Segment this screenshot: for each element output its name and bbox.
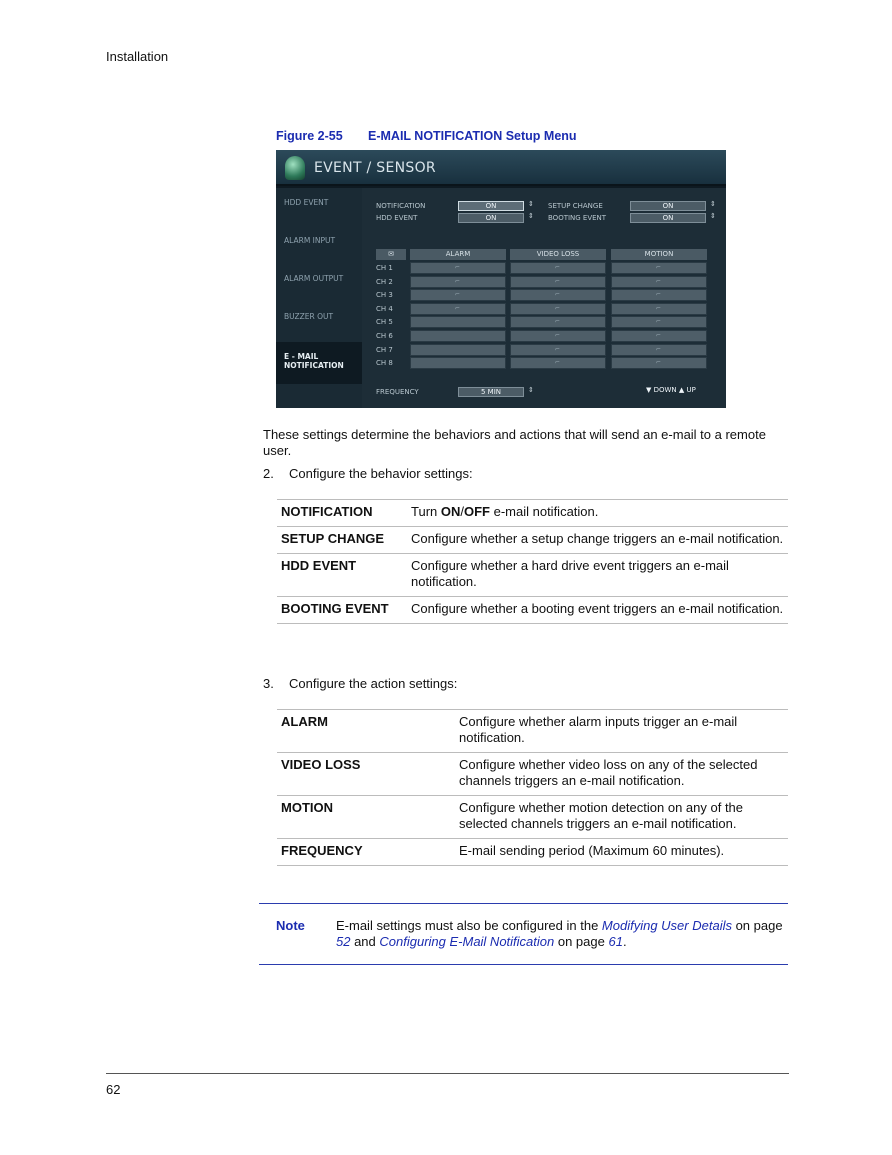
channel-label: CH 4 xyxy=(376,304,393,313)
setting-name: NOTIFICATION xyxy=(277,500,407,527)
channel-cell xyxy=(611,262,707,274)
checkbox-icon: ⌐ xyxy=(555,277,561,285)
table-row xyxy=(277,753,788,796)
sidebar-item-alarm-input: ALARM INPUT xyxy=(284,236,336,245)
updown-arrow-icon: ⇕ xyxy=(528,200,534,208)
channel-cell xyxy=(510,276,606,288)
setting-description: Configure whether alarm inputs trigger an e-mail notification. xyxy=(455,710,788,753)
link-page-52[interactable]: 52 xyxy=(336,934,351,949)
intro-paragraph: These settings determine the behaviors and actions that will send an e-mail to a remote user. xyxy=(263,427,766,458)
dvr-main-panel xyxy=(362,188,726,408)
table-row xyxy=(277,554,788,597)
checkbox-icon: ⌐ xyxy=(656,291,662,299)
checkbox-icon: ⌐ xyxy=(455,304,461,312)
checkbox-icon: ⌐ xyxy=(555,291,561,299)
footer-divider xyxy=(106,1073,789,1074)
checkbox-icon: ⌐ xyxy=(555,304,561,312)
action-settings-table xyxy=(277,709,788,866)
checkbox-icon: ⌐ xyxy=(555,264,561,271)
dvr-sidebar xyxy=(276,188,362,408)
checkbox-icon: ⌐ xyxy=(555,318,561,326)
updown-arrow-icon: ⇕ xyxy=(710,200,716,208)
channel-cell xyxy=(611,289,707,301)
checkbox-icon: ⌐ xyxy=(555,345,561,353)
channel-cell xyxy=(410,303,506,315)
link-configuring-email-notification[interactable]: Configuring E-Mail Notification xyxy=(379,934,555,949)
frequency-label: FREQUENCY xyxy=(376,388,419,396)
table-row xyxy=(277,710,788,753)
dvr-screenshot xyxy=(276,150,726,408)
channel-cell xyxy=(510,289,606,301)
setting-name: MOTION xyxy=(277,796,455,839)
setting-name: SETUP CHANGE xyxy=(277,527,407,554)
step-text: Configure the behavior settings: xyxy=(289,466,473,481)
nav-hint: ▼ DOWN ▲ UP xyxy=(646,386,696,394)
checkbox-icon: ⌐ xyxy=(656,359,662,367)
note-label: Note xyxy=(276,918,305,933)
link-modifying-user-details[interactable]: Modifying User Details xyxy=(601,918,732,933)
mail-icon: ✉ xyxy=(376,249,406,260)
channel-cell xyxy=(611,316,707,328)
channel-cell xyxy=(410,289,506,301)
notification-label: NOTIFICATION xyxy=(376,202,426,210)
channel-cell xyxy=(410,316,506,328)
checkbox-icon: ⌐ xyxy=(555,359,561,367)
setting-description: Turn ON/OFF e-mail notification. xyxy=(407,500,788,527)
sidebar-item-email-notification: E - MAIL NOTIFICATION xyxy=(276,342,362,384)
table-row xyxy=(277,500,788,527)
step-2 xyxy=(263,466,473,481)
updown-arrow-icon: ⇕ xyxy=(528,386,534,394)
checkbox-icon: ⌐ xyxy=(656,332,662,339)
channel-cell xyxy=(410,357,506,369)
setting-name: HDD EVENT xyxy=(277,554,407,597)
channel-cell xyxy=(510,330,606,342)
channel-label: CH 2 xyxy=(376,277,393,286)
channel-cell xyxy=(611,344,707,356)
channel-label: CH 8 xyxy=(376,359,393,368)
step-number: 3. xyxy=(263,676,274,691)
channel-cell xyxy=(611,330,707,342)
table-row xyxy=(277,796,788,839)
checkbox-icon: ⌐ xyxy=(656,304,662,312)
setup-change-label: SETUP CHANGE xyxy=(548,202,603,210)
channel-cell xyxy=(510,303,606,315)
channel-cell xyxy=(510,357,606,369)
setting-description: E-mail sending period (Maximum 60 minutes). xyxy=(455,839,788,866)
checkbox-icon: ⌐ xyxy=(656,345,662,353)
link-page-61[interactable]: 61 xyxy=(608,934,623,949)
setting-description: Configure whether motion detection on any of the selected channels triggers an e-mail notification. xyxy=(455,796,788,839)
setting-description: Configure whether video loss on any of the selected channels triggers an e-mail notification. xyxy=(455,753,788,796)
setting-name: VIDEO LOSS xyxy=(277,753,455,796)
checkbox-icon: ⌐ xyxy=(555,332,561,339)
hdd-event-label: HDD EVENT xyxy=(376,214,418,222)
step-text: Configure the action settings: xyxy=(289,676,458,691)
hdd-event-value: ON xyxy=(458,213,524,223)
notification-value: ON xyxy=(458,201,524,211)
page-number: 62 xyxy=(106,1082,121,1097)
channel-cell xyxy=(611,276,707,288)
running-header: Installation xyxy=(106,49,169,64)
channel-cell xyxy=(410,262,506,274)
channel-label: CH 3 xyxy=(376,291,393,300)
step-3 xyxy=(263,676,457,691)
dvr-header xyxy=(276,150,726,186)
booting-event-value: ON xyxy=(630,213,706,223)
channel-label: CH 1 xyxy=(376,264,393,272)
channel-cell xyxy=(611,357,707,369)
table-row xyxy=(277,839,788,866)
figure-title: E-MAIL NOTIFICATION Setup Menu xyxy=(368,129,577,143)
figure-number: Figure 2-55 xyxy=(276,129,343,143)
booting-event-label: BOOTING EVENT xyxy=(548,214,607,222)
checkbox-icon: ⌐ xyxy=(455,291,461,299)
checkbox-icon: ⌐ xyxy=(656,264,662,271)
figure-caption xyxy=(276,129,577,143)
channel-label: CH 7 xyxy=(376,345,393,354)
channel-label: CH 6 xyxy=(376,332,393,340)
channel-label: CH 5 xyxy=(376,318,393,327)
channel-cell xyxy=(410,344,506,356)
channel-cell xyxy=(510,316,606,328)
channel-cell xyxy=(510,262,606,274)
setting-description: Configure whether a setup change triggers an e-mail notification. xyxy=(407,527,788,554)
dvr-title: EVENT / SENSOR xyxy=(314,160,436,176)
sidebar-item-alarm-output: ALARM OUTPUT xyxy=(284,274,344,283)
updown-arrow-icon: ⇕ xyxy=(710,212,716,220)
channel-cell xyxy=(410,330,506,342)
grid-header-motion: MOTION xyxy=(611,249,707,260)
note-box xyxy=(259,903,788,965)
sidebar-item-buzzer-out: BUZZER OUT xyxy=(284,312,334,321)
checkbox-icon: ⌐ xyxy=(656,277,662,285)
updown-arrow-icon: ⇕ xyxy=(528,212,534,220)
sidebar-item-hdd-event: HDD EVENT xyxy=(284,198,329,207)
checkbox-icon: ⌐ xyxy=(656,318,662,326)
setup-change-value: ON xyxy=(630,201,706,211)
setting-name: FREQUENCY xyxy=(277,839,455,866)
table-row xyxy=(277,527,788,554)
grid-header-alarm: ALARM xyxy=(410,249,506,260)
frequency-value: 5 MIN xyxy=(458,387,524,397)
note-text: E-mail settings must also be configured in the Modifying User Details on page 52 and Configuring E-Mail Notification on page 61. xyxy=(336,918,783,949)
setting-name: BOOTING EVENT xyxy=(277,597,407,624)
channel-cell xyxy=(510,344,606,356)
grid-header-video-loss: VIDEO LOSS xyxy=(510,249,606,260)
table-row xyxy=(277,597,788,624)
setting-description: Configure whether a hard drive event triggers an e-mail notification. xyxy=(407,554,788,597)
step-number: 2. xyxy=(263,466,274,481)
checkbox-icon: ⌐ xyxy=(455,277,461,285)
setting-name: ALARM xyxy=(277,710,455,753)
checkbox-icon: ⌐ xyxy=(455,264,461,271)
setting-description: Configure whether a booting event triggers an e-mail notification. xyxy=(407,597,788,624)
channel-cell xyxy=(410,276,506,288)
channel-cell xyxy=(611,303,707,315)
behavior-settings-table xyxy=(277,499,788,624)
camera-icon xyxy=(285,156,305,180)
